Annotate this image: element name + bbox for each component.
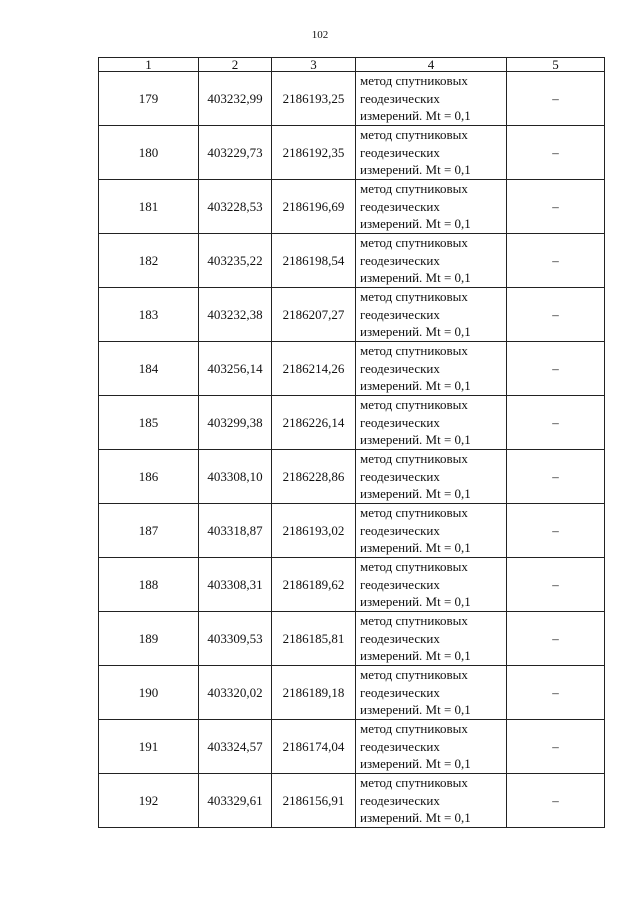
table-row (99, 720, 605, 774)
method-cell (356, 666, 507, 720)
table-row (99, 612, 605, 666)
method-line: метод спутниковых (360, 559, 468, 575)
coord-y: 2186174,04 (272, 720, 356, 774)
table-row (99, 504, 605, 558)
method-line: метод спутниковых (360, 667, 468, 683)
coord-x: 403256,14 (199, 342, 272, 396)
header-col-2: 2 (199, 58, 272, 72)
coord-y: 2186193,25 (272, 72, 356, 126)
method-line: геодезических (360, 198, 440, 214)
method-cell (356, 234, 507, 288)
method-line: геодезических (360, 792, 440, 808)
point-number: 186 (99, 450, 199, 504)
method-line: метод спутниковых (360, 127, 468, 143)
coord-y: 2186228,86 (272, 450, 356, 504)
method-cell (356, 504, 507, 558)
method-line: измерений. Mt = 0,1 (360, 486, 471, 502)
method-cell (356, 342, 507, 396)
coord-x: 403329,61 (199, 774, 272, 828)
table-row (99, 126, 605, 180)
method-cell (356, 612, 507, 666)
description-cell: – (507, 342, 605, 396)
method-cell (356, 720, 507, 774)
coord-x: 403324,57 (199, 720, 272, 774)
method-line: измерений. Mt = 0,1 (360, 162, 471, 178)
description-cell: – (507, 126, 605, 180)
method-line: геодезических (360, 738, 440, 754)
method-line: измерений. Mt = 0,1 (360, 270, 471, 286)
method-line: измерений. Mt = 0,1 (360, 216, 471, 232)
coord-x: 403229,73 (199, 126, 272, 180)
description-cell: – (507, 72, 605, 126)
coord-y: 2186192,35 (272, 126, 356, 180)
method-line: геодезических (360, 522, 440, 538)
method-cell (356, 558, 507, 612)
coord-y: 2186185,81 (272, 612, 356, 666)
method-line: измерений. Mt = 0,1 (360, 810, 471, 826)
method-line: метод спутниковых (360, 289, 468, 305)
table-row (99, 558, 605, 612)
coord-y: 2186196,69 (272, 180, 356, 234)
method-cell (356, 774, 507, 828)
method-cell (356, 396, 507, 450)
method-line: метод спутниковых (360, 721, 468, 737)
table-row (99, 666, 605, 720)
point-number: 181 (99, 180, 199, 234)
method-line: метод спутниковых (360, 343, 468, 359)
coord-y: 2186189,62 (272, 558, 356, 612)
method-line: метод спутниковых (360, 451, 468, 467)
point-number: 180 (99, 126, 199, 180)
method-line: метод спутниковых (360, 775, 468, 791)
method-line: метод спутниковых (360, 505, 468, 521)
method-line: измерений. Mt = 0,1 (360, 324, 471, 340)
coord-y: 2186207,27 (272, 288, 356, 342)
method-line: измерений. Mt = 0,1 (360, 594, 471, 610)
method-line: метод спутниковых (360, 235, 468, 251)
method-line: геодезических (360, 576, 440, 592)
table-row (99, 774, 605, 828)
coord-x: 403232,99 (199, 72, 272, 126)
description-cell: – (507, 720, 605, 774)
coord-y: 2186189,18 (272, 666, 356, 720)
method-cell (356, 180, 507, 234)
coord-x: 403308,31 (199, 558, 272, 612)
description-cell: – (507, 234, 605, 288)
coord-y: 2186156,91 (272, 774, 356, 828)
point-number: 190 (99, 666, 199, 720)
header-row (99, 58, 605, 72)
method-line: метод спутниковых (360, 613, 468, 629)
method-cell (356, 72, 507, 126)
method-line: геодезических (360, 360, 440, 376)
method-cell (356, 126, 507, 180)
point-number: 179 (99, 72, 199, 126)
description-cell: – (507, 774, 605, 828)
coord-y: 2186198,54 (272, 234, 356, 288)
method-cell (356, 450, 507, 504)
table-row (99, 234, 605, 288)
coord-y: 2186214,26 (272, 342, 356, 396)
method-line: измерений. Mt = 0,1 (360, 756, 471, 772)
method-line: геодезических (360, 90, 440, 106)
header-col-5: 5 (507, 58, 605, 72)
description-cell: – (507, 288, 605, 342)
table-row (99, 342, 605, 396)
point-number: 189 (99, 612, 199, 666)
coord-x: 403308,10 (199, 450, 272, 504)
method-line: геодезических (360, 630, 440, 646)
coordinates-table (98, 57, 605, 828)
coord-x: 403228,53 (199, 180, 272, 234)
table-row (99, 72, 605, 126)
point-number: 182 (99, 234, 199, 288)
method-line: геодезических (360, 684, 440, 700)
coord-x: 403318,87 (199, 504, 272, 558)
point-number: 184 (99, 342, 199, 396)
method-line: метод спутниковых (360, 397, 468, 413)
description-cell: – (507, 558, 605, 612)
point-number: 183 (99, 288, 199, 342)
method-line: измерений. Mt = 0,1 (360, 648, 471, 664)
method-line: измерений. Mt = 0,1 (360, 378, 471, 394)
description-cell: – (507, 396, 605, 450)
method-line: измерений. Mt = 0,1 (360, 702, 471, 718)
table-row (99, 288, 605, 342)
coord-x: 403320,02 (199, 666, 272, 720)
method-line: геодезических (360, 414, 440, 430)
table-row (99, 396, 605, 450)
point-number: 187 (99, 504, 199, 558)
method-line: геодезических (360, 252, 440, 268)
method-line: метод спутниковых (360, 181, 468, 197)
description-cell: – (507, 666, 605, 720)
method-line: метод спутниковых (360, 73, 468, 89)
table-row (99, 450, 605, 504)
page-number: 102 (311, 29, 329, 41)
coord-y: 2186193,02 (272, 504, 356, 558)
method-line: геодезических (360, 144, 440, 160)
point-number: 188 (99, 558, 199, 612)
description-cell: – (507, 504, 605, 558)
description-cell: – (507, 450, 605, 504)
method-line: геодезических (360, 468, 440, 484)
description-cell: – (507, 612, 605, 666)
method-line: измерений. Mt = 0,1 (360, 540, 471, 556)
header-col-4: 4 (356, 58, 507, 72)
coord-y: 2186226,14 (272, 396, 356, 450)
coord-x: 403235,22 (199, 234, 272, 288)
point-number: 192 (99, 774, 199, 828)
method-line: измерений. Mt = 0,1 (360, 432, 471, 448)
header-col-1: 1 (99, 58, 199, 72)
point-number: 185 (99, 396, 199, 450)
coord-x: 403309,53 (199, 612, 272, 666)
coord-x: 403232,38 (199, 288, 272, 342)
method-line: измерений. Mt = 0,1 (360, 108, 471, 124)
table-row (99, 180, 605, 234)
method-line: геодезических (360, 306, 440, 322)
point-number: 191 (99, 720, 199, 774)
header-col-3: 3 (272, 58, 356, 72)
method-cell (356, 288, 507, 342)
description-cell: – (507, 180, 605, 234)
coord-x: 403299,38 (199, 396, 272, 450)
